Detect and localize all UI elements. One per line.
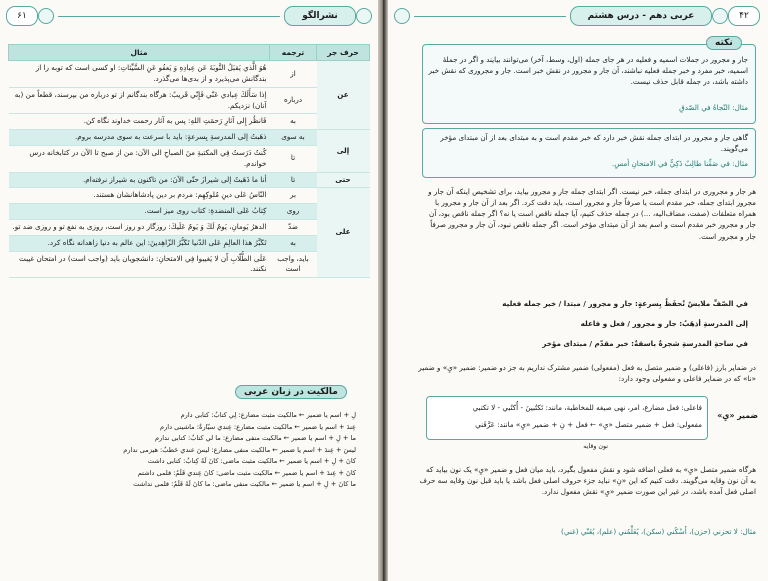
zamir-label: ضمیر «يِ» (717, 411, 758, 420)
book-gutter (378, 0, 388, 581)
faeli-line: فاعلی: فعل مضارع، امر، نهی صیغه للمخاطبة، مانند: تَكتُبينَ - أُكتُبي - لا تكتبي (472, 403, 702, 412)
table-row (9, 251, 370, 278)
page-number: ۴۲ (728, 6, 760, 26)
note-text: گاهی جار و مجرور در ابتدای جمله نقش خبر دارد که خبر مقدم است و به مبتدای بعد از آن مبتدای مؤخر می‌گویند. (440, 133, 748, 154)
last-example: مثال: لا تحزني (حزن)، أَسْكُني (سکن)، يُعَلِّمُني (علم)، يُغَنّي (غني) (561, 527, 756, 536)
harf-cell: إلی (317, 130, 370, 172)
header-ornament-icon (38, 8, 54, 24)
harf-cell: عن (317, 61, 370, 130)
mesal-cell: كِتابُ عَلى المنضدةِ: کتاب روی میز است. (9, 204, 270, 220)
table-row (9, 220, 370, 236)
tarjome-cell: روی (270, 204, 317, 220)
list-item: لِ + اسم یا ضمیر ← مالکیت مثبت مضارع: لِي كتابٌ: کتابی دارم (180, 411, 356, 419)
header-rule (58, 16, 280, 17)
tarjome-cell: تا (270, 172, 317, 188)
right-page (388, 0, 768, 581)
list-item: ما + لِ + اسم یا ضمیر ← مالکیت منفی مضارع: ما لي كتابٌ: کتابی ندارم (154, 434, 356, 443)
table-row (9, 172, 370, 188)
table-row (9, 114, 370, 130)
nokte-label: نکته (706, 36, 742, 50)
tarjome-cell: ضدّ (270, 220, 317, 236)
tarjome-cell: تا (270, 146, 317, 173)
tarjome-cell: به سوی (270, 130, 317, 146)
left-header (6, 6, 372, 26)
table-row (9, 204, 370, 220)
mesal-cell: ذهَبتُ إلى المدرسةِ بِسرعةٍ: باید با سرعت به سوی مدرسه بروم. (9, 130, 270, 146)
last-paragraph: هرگاه ضمیر متصل «يِ» به فعلی اضافه شود و نقش مفعول بگیرد، باید میان فعل و ضمیر «يِ» یک نون بیاید که به آن نون وقایه می‌گویند. دقت کنیم که این «نِ» نباید جزء حروف اصلی فعل باشد یا باید قبل نون وقایه سه حرف اصلی فعل آمده باشد، در غیر این صورت ضمیر «يِ» نقش مفعول ندارد. (419, 465, 756, 497)
note-example: مثال: في صَفِّنا طالِبٌ ذَكِيٌّ في الامتحانِ أمسِ. (611, 159, 748, 168)
list-item: ما کانَ + لِ + اسم یا ضمیر ← مالکیت منفی ماضی: ما كانَ لَهُ قَلَمٌ: قلمی نداشت (133, 480, 356, 489)
header-ornament-icon (356, 8, 372, 24)
mesal-cell: عَلَى الطُّلّابِ أَن لا يَغيبوا فِي الامتحانِ: دانشجویان باید (واجب است) در امتحان غیبت نکنند. (9, 251, 270, 278)
col-header-mesal: مثال (9, 45, 270, 61)
chapter-title: عربی دهم - درس هشتم (570, 6, 712, 26)
example-line: في الصّفِّ ملابسٌ تُحفَظُ بِسرعةٍ: جار و مجرور / مبتدا / خبر جمله فعلیه (502, 299, 748, 308)
tarjome-cell: بر (270, 188, 317, 204)
mesal-cell: فَانظُر إِلى آثارِ رَحمَتِ اللهِ: پس به آثار رحمت خداوند نگاه کن. (9, 114, 270, 130)
harf-cell: حتی (317, 172, 370, 188)
mesal-cell: الدهرُ يَومانِ، يَومٌ لَكَ وَ يَومٌ عَلَيكَ: روزگار دو روز است، روزی به نفع تو و روزی ضد تو. (9, 220, 270, 236)
nun-label: نون وقایه (583, 443, 608, 450)
harf-cell: علی (317, 188, 370, 278)
list-item: کانَ + لِ + اسم یا ضمیر ← مالکیت مثبت ماضی: كانَ لَهُ كِتابٌ: کتابی داشت (147, 457, 356, 466)
zamir-paragraph: در ضمایر بارز (فاعلی) و ضمیر متصل به فعل (مفعولی) ضمیر مشترک نداریم به جز دو ضمیر: ضمیر «يِ» و ضمیر «نا» که در ضمایر فاعلی و مفعولی وجود دارد: (418, 363, 756, 384)
table-row (9, 130, 370, 146)
page-number: ۶۱ (6, 6, 38, 26)
mafuli-line: مفعولی: فعل + ضمیر متصل «يِ» ← فعل + نِ + ضمیر «يِ» مانند: عَرَّفَني (475, 420, 702, 429)
example-line: إلى المدرسةِ أذهَبُ: جار و مجرور / فعل و فاعله (580, 319, 748, 328)
table-row (9, 188, 370, 204)
tarjome-cell: به (270, 235, 317, 251)
header-ornament-icon (712, 8, 728, 24)
mesal-cell: تَكَبَّرُ هذا العالِمِ عَلى الدّنيا تَكَبُّرُ الزّاهِدينَ: این عالم به دنیا زاهدانه نگاه کرد. (9, 235, 270, 251)
table-row (9, 61, 370, 88)
publisher-title: نشرالگو (284, 6, 356, 26)
main-paragraph: هر جار و مجروری در ابتدای جمله، خبر نیست. اگر ابتدای جمله جار و مجرور بیاید، برای تشخیص اینکه آن جار و مجرور ابتدای جمله، خبر مقدم است یا صرفاً جار و مجرور است، باید دقت کرد. اگر بعد از آن جار و مجرور با همراه متعلقات (صفت، مضاف‌الیه، ...) در جمله حذف کنیم، آیا جمله ناقص است یا نه؟ اگر جمله ناقص بود، آن جار و مجرور خبر مقدم است و اسم بعد از آن مبتدای مؤخر است. اگر جمله ناقص نبود، آن جار و مجرور صرفاً جار و مجرور است. (428, 187, 756, 241)
col-header-tarjome: ترجمه (270, 45, 317, 61)
col-header-harf: حرف جر (317, 45, 370, 61)
mesal-cell: أنا ما ذَهَبتُ إلى شيرازَ حتّى الآنَ: من تاکنون به شیراز نرفته‌ام. (9, 172, 270, 188)
table-row (9, 235, 370, 251)
prepositions-table (8, 44, 370, 278)
table-row (9, 146, 370, 173)
right-header (394, 6, 760, 26)
list-item: عِندَ + اسم یا ضمیر ← مالکیت مثبت مضارع: عِندي سيّارةٌ: ماشینی دارم (160, 422, 356, 431)
nokte-example: مثال: النّجاةُ في الصّدقِ (679, 103, 748, 112)
tarjome-cell: به (270, 114, 317, 130)
table-row (9, 87, 370, 114)
mesal-cell: هُوَ الَّذي يَقبَلُ التَّوبَةَ عَن عِبادِهِ وَ يَعفُو عَنِ السَّيِّئاتِ: او کسی است که توبه را از بندگانش می‌پذیرد و از بدی‌ها می‌گذرد. (9, 61, 270, 88)
tarjome-cell: از (270, 61, 317, 88)
nokte-text: جار و مجرور در جملات اسمیه و فعلیه در هر جای جمله (اول، وسط، آخر) می‌توانند بیایند و اگر در جملهٔ اسمیه، خبر مفرد و خبر جمله فعلیه نباشند، آن جار و مجرور در نقش خبر است. جار و مجروری که نقش خبر داشته باشد، در جمله قابل حذف نیست. (428, 55, 748, 87)
header-ornament-icon (394, 8, 410, 24)
mesal-cell: کُنتُ دَرَستُ فِي المكتبةِ منَ الصباحِ الى الآن: من از صبح تا الآن در کتابخانه درس خواندم. (9, 146, 270, 173)
milkiyat-list (16, 410, 356, 491)
tarjome-cell: باید، واجب است (270, 251, 317, 278)
tarjome-cell: درباره (270, 87, 317, 114)
list-item: لیسَ + عِندَ + اسم یا ضمیر ← مالکیت منفی مضارع: ليسَ عندي حَطبٌ: هیزمی ندارم (123, 445, 356, 454)
left-page (0, 0, 378, 581)
list-item: کانَ + عِندَ + اسم یا ضمیر ← مالکیت مثبت ماضی: كانَ عِندي قَلَمٌ: قلمی داشتم (137, 468, 356, 477)
header-rule (414, 16, 566, 17)
example-line: في ساحةِ المدرسةِ شجرةٌ باسقةٌ: خبر مقدّم / مبتدای مؤخر (542, 339, 748, 348)
milkiyat-title: مالکیت در زبان عربی (235, 385, 347, 399)
mesal-cell: إذا سَأَلَكَ عِبادي عَنّي فَإِنّي قَريبٌ: هرگاه بندگانم از تو درباره من بپرسند، قطعاً من (به آنان) نزدیکم. (9, 87, 270, 114)
mesal-cell: النّاسُ عَلى دينِ مُلوكِهِم: مردم بر دین پادشاهانشان هستند. (9, 188, 270, 204)
